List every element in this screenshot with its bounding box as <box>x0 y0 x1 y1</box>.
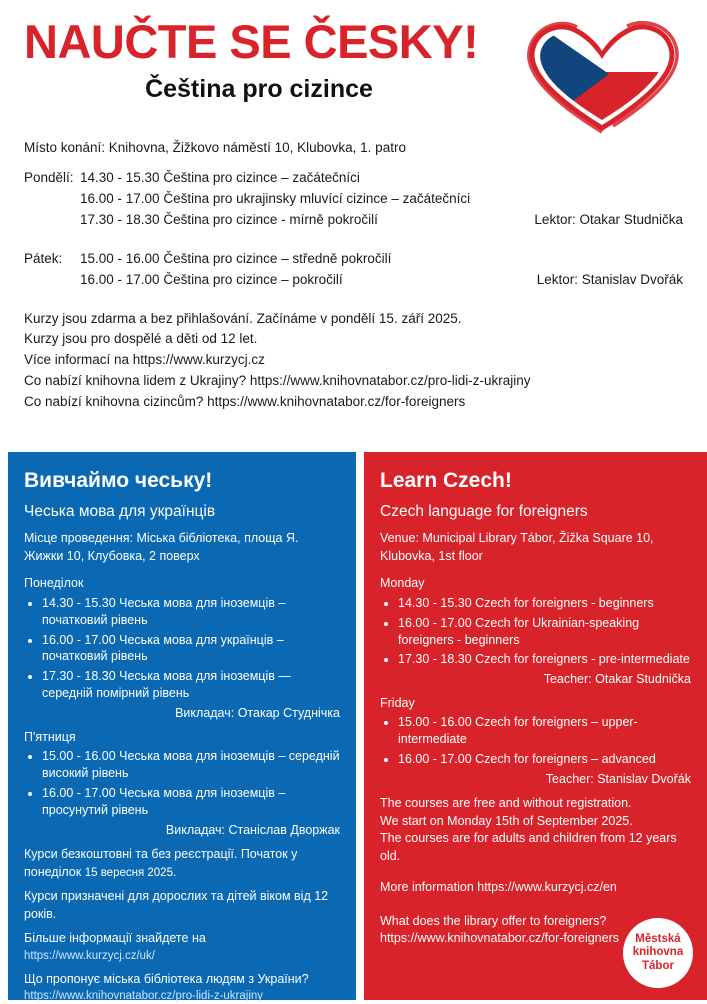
en-subtitle: Czech language for foreigners <box>380 503 588 521</box>
czech-flag-heart-icon <box>517 16 687 136</box>
cz-friday-row-2 <box>24 270 683 291</box>
library-logo-badge <box>623 918 693 988</box>
en-friday-list <box>380 714 691 768</box>
cz-monday-item: 17.30 - 18.30 Čeština pro cizince - mírně pokročilí <box>80 211 378 227</box>
list-item: • 16.00 - 17.00 Czech for foreigners – advanced <box>398 751 691 768</box>
ua-friday-teacher: Викладач: Станіслав Дворжак <box>165 822 340 837</box>
en-note-age: The courses are for adults and children from 12 years old. <box>380 831 677 863</box>
en-monday-teacher: Teacher: Otakar Studnička <box>543 672 691 687</box>
ukrainian-panel <box>8 452 356 1003</box>
cz-note: Kurzy jsou zdarma a bez přihlašování. Začínáme v pondělí 15. září 2025. <box>24 310 462 326</box>
ua-note-ukraine: Що пропонує міська бібліотека людям з України? <box>24 971 309 986</box>
list-item: • 17.30 - 18.30 Чеська мова для іноземців — середній помірний рівень <box>42 668 340 702</box>
en-note-free: The courses are free and without registration. <box>380 796 632 811</box>
cz-monday-item: 14.30 - 15.30 Čeština pro cizince – začátečníci <box>80 169 360 185</box>
badge-line-1: Městská <box>635 932 681 945</box>
cz-note-link[interactable]: Co nabízí knihovna lidem z Ukrajiny? https://www.knihovnatabor.cz/pro-lidi-z-ukrajiny <box>24 373 531 389</box>
en-title: Learn Czech! <box>380 469 512 492</box>
cz-monday-row-1 <box>24 168 683 189</box>
ua-subtitle: Чеська мова для українців <box>24 503 216 521</box>
en-note-more[interactable]: More information https://www.kurzycj.cz/en <box>380 880 617 895</box>
cz-monday-label: Pondělí: <box>24 169 74 185</box>
cz-monday-row-2 <box>24 189 683 210</box>
ua-link-more[interactable]: https://www.kurzycj.cz/uk/ <box>24 949 156 962</box>
badge-line-3: Tábor <box>642 959 674 972</box>
ua-monday-teacher: Викладач: Отакар Студнічка <box>175 706 340 721</box>
list-item: • 16.00 - 17.00 Чеська мова для українців – початковий рівень <box>42 632 340 666</box>
list-item: • 15.00 - 16.00 Чеська мова для іноземців – середній високий рівень <box>42 748 340 782</box>
cz-note: Kurzy jsou pro dospělé a děti od 12 let. <box>24 331 258 347</box>
english-panel <box>364 452 707 1000</box>
cz-friday-item: 16.00 - 17.00 Čeština pro cizince – pokročilí <box>80 271 343 287</box>
en-venue: Venue: Municipal Library Tábor, Žižka Square 10, Klubovka, 1st floor <box>380 531 654 564</box>
cz-monday-row-3 <box>24 210 683 231</box>
en-note-offer: What does the library offer to foreigners? <box>380 913 607 928</box>
en-note-start: We start on Monday 15th of September 2025. <box>380 813 633 828</box>
cz-friday-label: Pátek: <box>24 250 63 266</box>
list-item: • 14.30 - 15.30 Czech for foreigners - beginners <box>398 595 691 612</box>
ua-note-more: Більше інформації знайдете на <box>24 931 206 946</box>
list-item: • 15.00 - 16.00 Czech for foreigners – upper-intermediate <box>398 714 691 748</box>
page-title: NAUČTE SE ČESKY! <box>24 15 479 68</box>
en-link-offer[interactable]: https://www.knihovnatabor.cz/for-foreigners <box>380 931 620 946</box>
ua-friday-label: П'ятниця <box>24 729 76 744</box>
cz-friday-teacher: Lektor: Stanislav Dvořák <box>536 271 683 287</box>
ua-monday-list <box>24 595 340 702</box>
ua-note-free <box>24 846 340 881</box>
en-friday-teacher: Teacher: Stanislav Dvořák <box>545 771 691 786</box>
list-item: • 14.30 - 15.30 Чеська мова для іноземців – початковий рівень <box>42 595 340 629</box>
cz-friday-row-1 <box>24 249 683 270</box>
cz-friday-item: 15.00 - 16.00 Čeština pro cizince – středně pokročilí <box>80 250 392 266</box>
ua-friday-list <box>24 748 340 819</box>
ua-note-free-date: 15 вересня 2025. <box>84 866 177 879</box>
poster-header <box>0 0 707 130</box>
cz-venue: Místo konání: Knihovna, Žižkovo náměstí 10, Klubovka, 1. patro <box>24 140 406 155</box>
ua-venue: Місце проведення: Міська бібліотека, площа Я. Жижки 10, Клубовка, 2 поверх <box>24 531 299 564</box>
cz-monday-teacher: Lektor: Otakar Studnička <box>534 211 683 227</box>
ua-title: Вивчаймо чеську! <box>24 469 213 492</box>
list-item: • 16.00 - 17.00 Чеська мова для іноземців – просунутий рівень <box>42 785 340 819</box>
list-item: • 16.00 - 17.00 Czech for Ukrainian-speaking foreigners - beginners <box>398 615 691 649</box>
language-panels <box>0 452 707 1003</box>
en-monday-label: Monday <box>380 576 425 591</box>
cz-monday-item: 16.00 - 17.00 Čeština pro ukrajinsky mluvící cizince – začátečníci <box>80 190 471 206</box>
badge-line-2: knihovna <box>632 946 684 959</box>
ua-monday-label: Понеділок <box>24 576 84 591</box>
ua-note-free-text: Курси безкоштовні та без реєстрації. Початок у понеділок <box>24 847 298 879</box>
ua-note-age: Курси призначені для дорослих та дітей віком від 12 років. <box>24 889 329 921</box>
czech-info-block <box>0 130 707 413</box>
page-subtitle: Čeština pro cizince <box>145 75 373 103</box>
en-friday-label: Friday <box>380 695 415 710</box>
list-item: • 17.30 - 18.30 Czech for foreigners - pre-intermediate <box>398 651 691 668</box>
cz-note-link[interactable]: Co nabízí knihovna cizincům? https://www.knihovnatabor.cz/for-foreigners <box>24 394 466 410</box>
cz-note-link[interactable]: Více informací na https://www.kurzycj.cz <box>24 352 265 368</box>
ua-link-ukraine[interactable]: https://www.knihovnatabor.cz/pro-lidi-z-ukrajiny <box>24 990 264 1003</box>
en-monday-list <box>380 595 691 669</box>
